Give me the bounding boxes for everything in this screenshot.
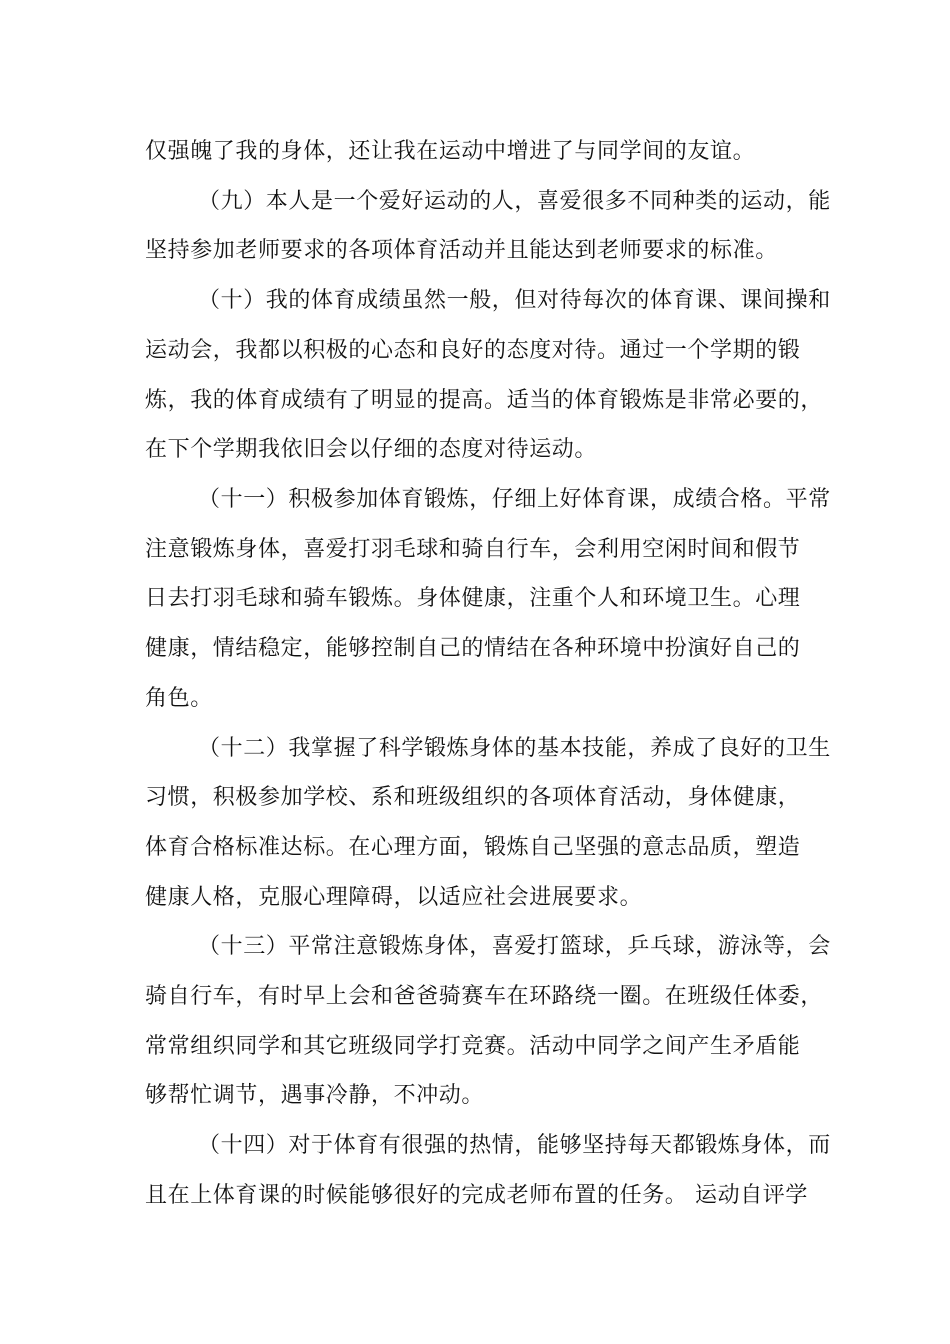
text-line-10: 日去打羽毛球和骑车锻炼。身体健康，注重个人和环境卫生。心理 (145, 586, 801, 611)
text-line-21: （十四）对于体育有很强的热情，能够坚持每天都锻炼身体，而 (198, 1133, 831, 1158)
text-line-2: （九）本人是一个爱好运动的人，喜爱很多不同种类的运动，能 (198, 189, 831, 214)
text-line-16: 健康人格，克服心理障碍，以适应社会进展要求。 (145, 885, 643, 910)
text-line-11: 健康，情结稳定，能够控制自己的情结在各种环境中扮演好自己的 (145, 636, 801, 661)
text-line-20: 够帮忙调节，遇事冷静，不冲动。 (145, 1083, 485, 1108)
text-line-6: 炼，我的体育成绩有了明显的提高。适当的体育锻炼是非常必要的， (145, 388, 824, 413)
text-line-8: （十一）积极参加体育锻炼，仔细上好体育课，成绩合格。平常 (198, 487, 831, 512)
text-line-18: 骑自行车，有时早上会和爸爸骑赛车在环路绕一圈。在班级任体委， (145, 984, 824, 1009)
text-line-19: 常常组织同学和其它班级同学打竞赛。活动中同学之间产生矛盾能 (145, 1034, 801, 1059)
text-line-7: 在下个学期我依旧会以仔细的态度对待运动。 (145, 437, 598, 462)
text-line-4: （十）我的体育成绩虽然一般，但对待每次的体育课、课间操和 (198, 288, 831, 313)
text-line-14: 习惯，积极参加学校、系和班级组织的各项体育活动，身体健康， (145, 785, 801, 810)
text-line-3: 坚持参加老师要求的各项体育活动并且能达到老师要求的标准。 (145, 238, 778, 263)
text-line-17: （十三）平常注意锻炼身体，喜爱打篮球，乒乓球，游泳等，会 (198, 934, 831, 959)
text-line-22: 且在上体育课的时候能够很好的完成老师布置的任务。 运动自评学 (145, 1183, 808, 1208)
text-line-1: 仅强魄了我的身体，还让我在运动中增进了与同学间的友谊。 (145, 139, 756, 164)
text-line-13: （十二）我掌握了科学锻炼身体的基本技能，养成了良好的卫生 (198, 736, 831, 761)
text-line-15: 体育合格标准达标。在心理方面，锻炼自己坚强的意志品质，塑造 (145, 835, 801, 860)
text-line-12: 角色。 (145, 686, 213, 711)
text-line-9: 注意锻炼身体，喜爱打羽毛球和骑自行车，会利用空闲时间和假节 (145, 537, 801, 562)
text-line-5: 运动会，我都以积极的心态和良好的态度对待。通过一个学期的锻 (145, 338, 801, 363)
